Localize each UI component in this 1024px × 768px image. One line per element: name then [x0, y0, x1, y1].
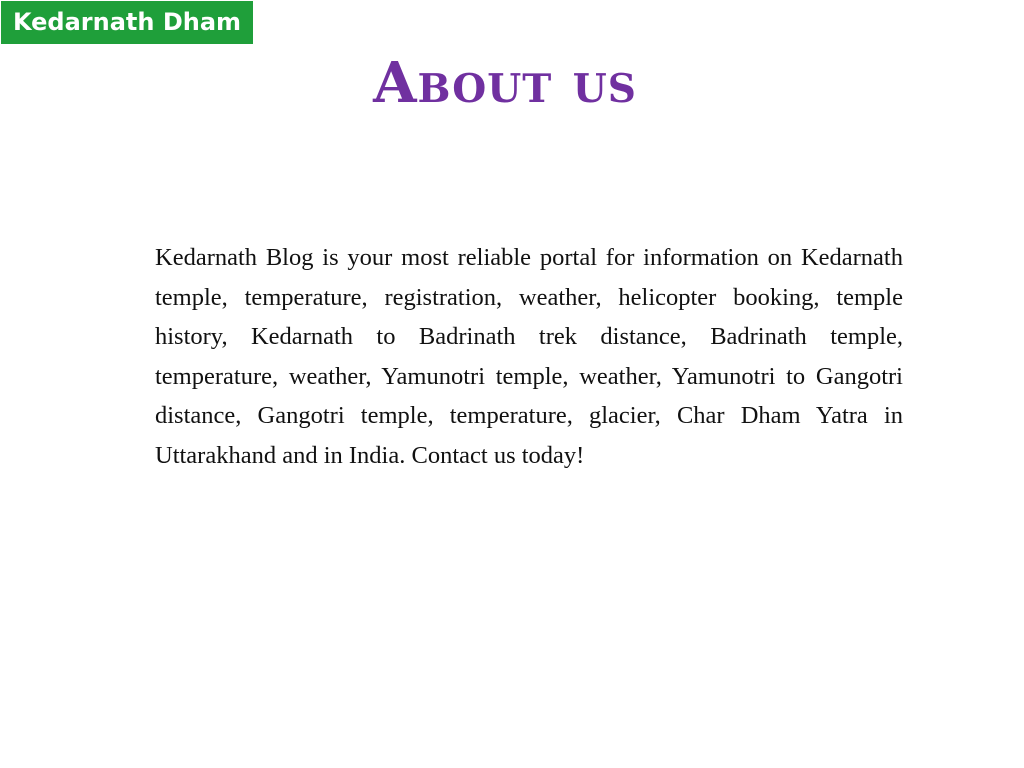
brand-badge: Kedarnath Dham	[1, 1, 253, 44]
about-paragraph: Kedarnath Blog is your most reliable portal for information on Kedarnath temple, temperature, registration, weather, helicopter booking, temple history, Kedarnath to Badrinath trek distance, Badrinath temple, temperature, weather, Yamunotri temple, weather, Yamunotri to Gangotri distance, Gangotri temple, temperature, glacier, Char Dham Yatra in Uttarakhand and in India. Contact us today!	[155, 244, 903, 469]
page-title: About us	[373, 50, 637, 116]
